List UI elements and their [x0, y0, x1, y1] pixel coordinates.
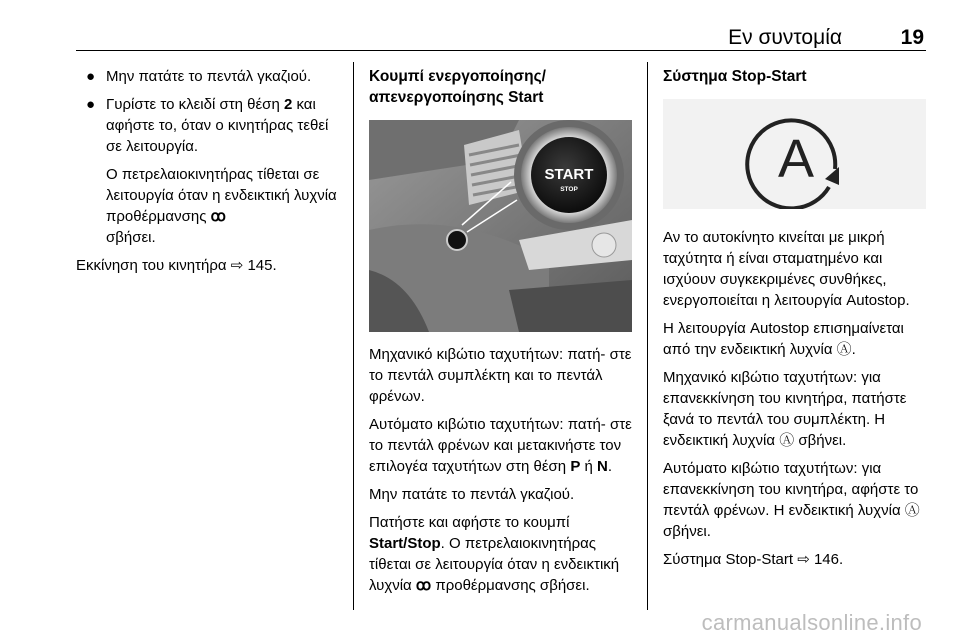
key-position: 2: [283, 96, 293, 113]
gear-n: N: [597, 458, 608, 475]
text: ή: [580, 458, 598, 475]
preheat-lamp-icon: ꝏ: [210, 208, 226, 225]
autostop-letter: A: [777, 129, 815, 189]
dashboard-illustration: [369, 120, 632, 332]
text: .: [607, 458, 613, 475]
arrow-icon: ⇨: [797, 551, 810, 568]
text: . Ο πετρελαιοκινητήρας τίθεται σε λειτουργία όταν η ενδεικτική λυχνία: [369, 535, 620, 594]
arrow-icon: ⇨: [230, 257, 244, 274]
cross-reference[interactable]: [663, 549, 929, 570]
note-text: Ο πετρελαιοκινητήρας τίθεται σε λειτουργία όταν η ενδεικτική λυχνία προθέρμανσης: [106, 166, 337, 225]
cross-reference[interactable]: [76, 255, 348, 276]
page-number: 19: [900, 26, 924, 49]
autostop-icon-figure: [663, 99, 926, 209]
gear-p: P: [570, 458, 581, 475]
running-header: Εν συντομία: [728, 26, 842, 49]
paragraph-autostop-indicator: Η λειτουργία Autostop επισημαίνεται από την ενδεικτική λυχνία Ⓐ.: [663, 320, 904, 358]
column-divider-2: [647, 62, 648, 610]
watermark: carmanualsonline.info: [701, 610, 922, 635]
bullet-item-1: [76, 66, 348, 87]
ref-page: 145.: [247, 257, 277, 274]
bullet-text-tail: και αφήστε το, όταν ο κινητήρας τεθεί σε λειτουργία.: [106, 96, 329, 155]
paragraph-no-throttle: Μην πατάτε το πεντάλ γκαζιού.: [369, 486, 575, 503]
ref-text: Εκκίνηση του κινητήρα: [76, 257, 227, 274]
text: Αυτόματο κιβώτιο ταχυτήτων: πατή‐ στε το πεντάλ φρένων και μετακινήστε τον επιλογέα ταχυτήτων στη θέση: [369, 416, 632, 475]
paragraph-automatic-restart: Αυτόματο κιβώτιο ταχυτήτων: για επανεκκίνηση του κινητήρα, αφήστε το πεντάλ φρένων. Η ενδεικτική λυχνία Ⓐ σβήνει.: [663, 460, 920, 540]
start-button-label: START: [544, 166, 594, 183]
section-heading-stop-start: Σύστημα Stop-Start: [663, 68, 807, 85]
column-1: [76, 66, 348, 283]
bullet-item-2: [76, 94, 348, 157]
paragraph-manual-gearbox: Μηχανικό κιβώτιο ταχυτήτων: πατή‐ στε το πεντάλ συμπλέκτη και το πεντάλ φρένων.: [369, 346, 632, 405]
bullet-text: Μην πατάτε το πεντάλ γκαζιού.: [106, 68, 312, 85]
stop-button-label: STOP: [560, 186, 578, 193]
paragraph-manual-restart: Μηχανικό κιβώτιο ταχυτήτων: για επανεκκίνηση του κινητήρα, πατήστε ξανά το πεντάλ του συμπλέκτη. Η ενδεικτική λυχνία Ⓐ σβήνει.: [663, 369, 907, 449]
text: Πατήστε και αφήστε το κουμπί: [369, 514, 570, 531]
autostop-icon: [663, 99, 926, 209]
glow-plug-note: [76, 164, 348, 248]
paragraph-autostop-conditions: Αν το αυτοκίνητο κινείται με μικρή ταχύτητα ή είναι σταματημένο και ισχύουν συγκεκριμένες συνθήκες, ενεργοποιείται η λειτουργία Autostop.: [663, 229, 910, 309]
column-2: [369, 66, 635, 603]
ref-page: 146.: [813, 551, 844, 568]
bullet-marker: ●: [86, 96, 96, 113]
header-rule: [76, 50, 926, 51]
bullet-text: Γυρίστε το κλειδί στη θέση: [106, 96, 284, 113]
paragraph-automatic-gearbox: [369, 414, 635, 477]
text: προθέρμανσης σβήσει.: [431, 577, 590, 594]
preheat-lamp-icon: ꝏ: [415, 577, 432, 594]
section-heading-start-button: Κουμπί ενεργοποίησης/ απενεργοποίησης Start: [369, 68, 546, 106]
paragraph-press-button: [369, 512, 635, 596]
column-divider-1: [353, 62, 354, 610]
column-3: [663, 66, 929, 577]
note-tail: σβήσει.: [106, 229, 156, 246]
start-button-illustration: [369, 120, 632, 332]
start-stop-label: Start/Stop: [369, 535, 441, 552]
ref-text: Σύστημα Stop-Start: [663, 551, 794, 568]
bullet-marker: ●: [86, 68, 96, 85]
